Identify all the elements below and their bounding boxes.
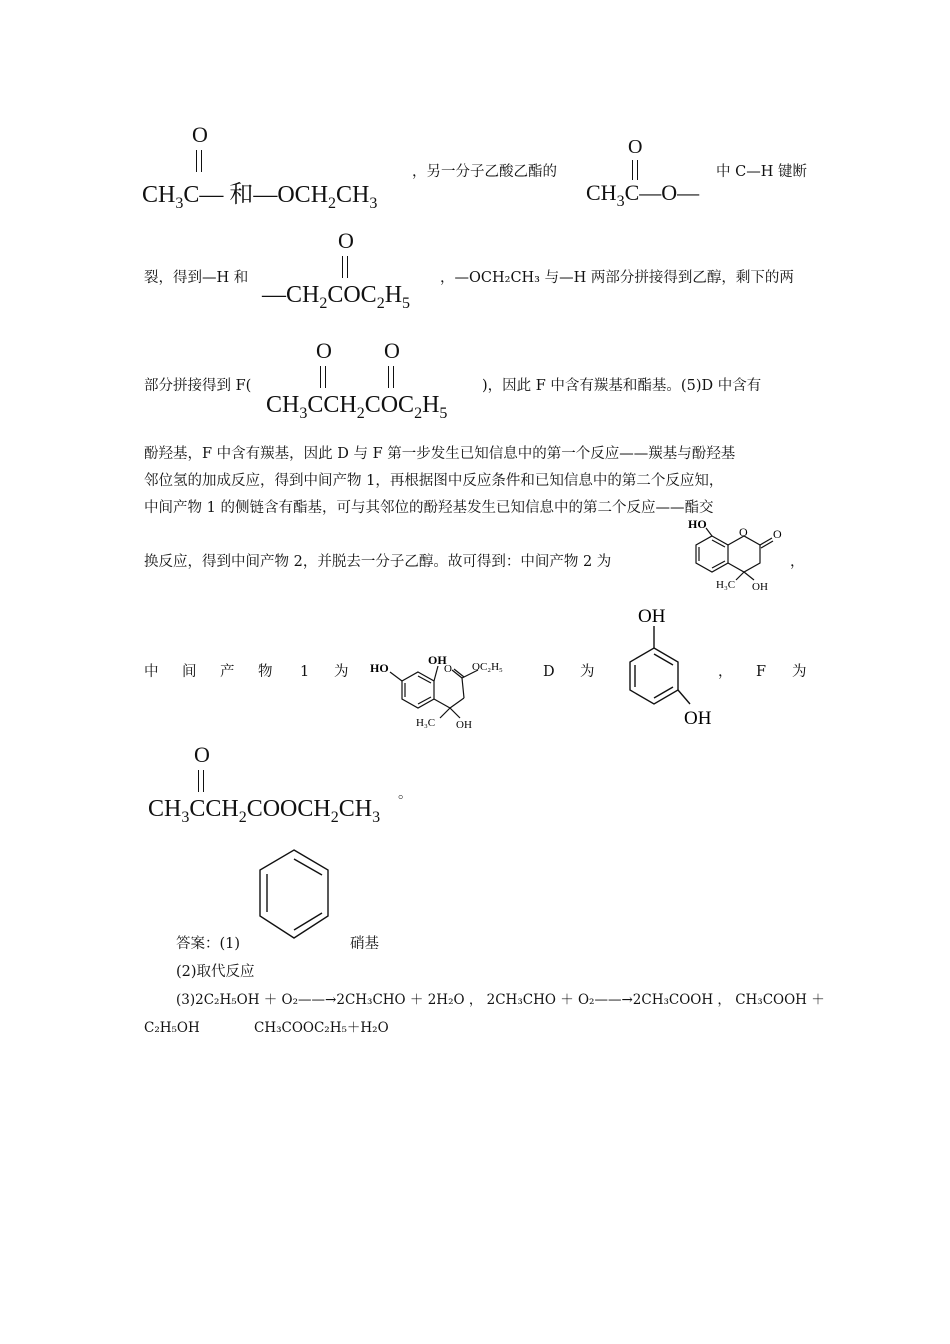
- carbonyl-oxygen: O: [628, 136, 643, 158]
- text-line-5: 部分拼接得到 F(: [144, 378, 252, 394]
- formula-end-period: 。: [398, 786, 413, 802]
- answer-line-4a: C₂H₅OH: [144, 1020, 200, 1036]
- text-line-7-end: ，: [790, 554, 805, 570]
- double-bond: [632, 160, 638, 180]
- label-h3c: H₃C: [716, 579, 736, 591]
- label-wu: 物: [258, 664, 273, 680]
- label-zhong: 中: [144, 664, 159, 680]
- text-line-6: )，因此 F 中含有羰基和酯基。(5)D 中含有: [482, 378, 762, 394]
- label-h3c: H₃C: [416, 717, 436, 729]
- double-bond: [342, 256, 348, 278]
- label-jian: 间: [182, 664, 197, 680]
- text-line-1: ，另一分子乙酸乙酯的: [412, 164, 557, 180]
- formula-f-structure: [148, 742, 428, 834]
- benzene-ring: [260, 850, 328, 938]
- label-chan: 产: [220, 664, 235, 680]
- formula-line: $CH_3C—$ 和$—OCH_2CH_3$: [142, 182, 378, 212]
- carbonyl-oxygen: O: [192, 122, 208, 147]
- label-oh: OH: [752, 581, 768, 593]
- label-ho: HO: [370, 661, 389, 675]
- label-carbonyl-o: O: [444, 663, 452, 675]
- ketone-oxygen: O: [194, 742, 210, 767]
- formula-acetyl-ethoxy: [142, 122, 422, 212]
- text-line-7: 换反应，得到中间产物 2，并脱去一分子乙醇。故可得到：中间产物 2 为: [144, 554, 612, 570]
- formula-acetoxy: [586, 136, 716, 216]
- text-line-4: ，—OCH₂CH₃ 与—H 两部分拼接得到乙醇，剩下的两: [440, 270, 794, 286]
- label-oh-phenol: OH: [428, 653, 447, 667]
- paragraph-line: 中间产物 1 的侧链含有酯基，可与其邻位的酚羟基发生已知信息中的第二个反应——酯交: [144, 500, 714, 516]
- label-oh-top: OH: [638, 606, 666, 627]
- benzene-structure: [256, 846, 332, 946]
- answer-nitro: 硝基: [350, 936, 379, 952]
- text-line-2: 中 C—H 键断: [716, 164, 807, 180]
- text-line-3: 裂，得到—H 和: [144, 270, 249, 286]
- answer-line-2: (2)取代反应: [176, 964, 255, 980]
- label-f: F: [756, 664, 767, 680]
- formula-line: $—CH_2COC_2H_5$: [262, 282, 411, 312]
- label-one: 1: [300, 664, 310, 680]
- formula-ethyl-acetoacetate: [266, 338, 496, 430]
- label-d: D: [543, 664, 555, 680]
- label-oh-bottom: OH: [684, 708, 712, 729]
- resorcinol-structure: [616, 600, 726, 730]
- label-carbonyl-o: O: [773, 527, 782, 541]
- label-ring-o: O: [739, 525, 748, 539]
- label-ho: HO: [688, 518, 707, 531]
- label-wei-d: 为: [580, 664, 595, 680]
- double-bond: [198, 770, 204, 792]
- label-oc2h5: OC₂H₅: [472, 661, 503, 673]
- answer-line-4b: CH₃COOC₂H₅＋H₂O: [254, 1020, 389, 1036]
- double-bond: [320, 366, 326, 388]
- benzene-ring: [630, 648, 678, 704]
- double-bond: [388, 366, 394, 388]
- ketone-oxygen: O: [316, 338, 332, 363]
- label-oh: OH: [456, 719, 472, 731]
- intermediate-1-structure: [368, 648, 528, 736]
- paragraph-line: 邻位氢的加成反应，得到中间产物 1，再根据图中反应条件和已知信息中的第二个反应知，: [144, 473, 724, 489]
- answer-label: 答案：(1): [176, 936, 241, 952]
- formula-line: $CH_3C—O—$: [586, 180, 700, 210]
- paragraph-line: 酚羟基，F 中含有羰基，因此 D 与 F 第一步发生已知信息中的第一个反应——羰基与酚羟基: [144, 446, 736, 462]
- intermediate-2-structure: [684, 518, 794, 598]
- label-wei: 为: [334, 664, 349, 680]
- benzene-ring: [402, 672, 434, 708]
- double-bond: [196, 150, 202, 172]
- answer-line-3: (3)2C₂H₅OH ＋ O₂——→2CH₃CHO ＋ 2H₂O ， 2CH₃CHO ＋ O₂——→2CH₃COOH ， CH₃COOH ＋: [176, 992, 825, 1008]
- formula-ethoxycarbonylmethyl: [262, 228, 452, 320]
- label-wei-f: 为: [792, 664, 807, 680]
- formula-line: $CH_3CCH_2COC_2H_5$: [266, 392, 448, 422]
- benzene-ring: [696, 536, 728, 572]
- label-comma: ，: [718, 664, 733, 680]
- ester-oxygen: O: [384, 338, 400, 363]
- formula-line: $CH_3CCH_2COOCH_2CH_3$: [148, 796, 381, 826]
- carbonyl-oxygen: O: [338, 228, 354, 253]
